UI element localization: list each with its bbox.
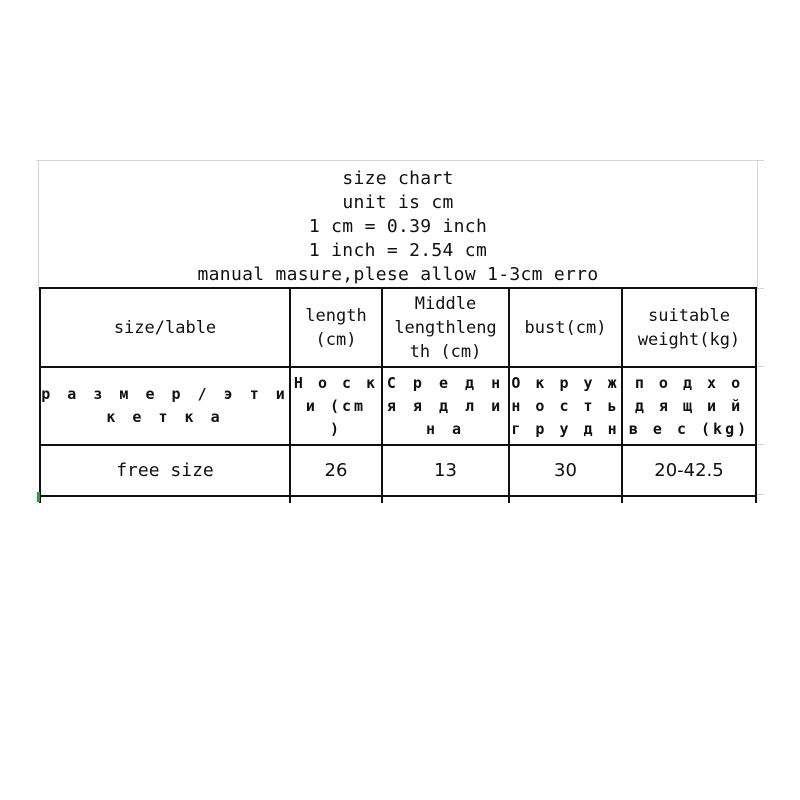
column-header-length xyxy=(291,289,381,366)
russian-line: О к р у ж xyxy=(511,373,620,392)
selection-marker xyxy=(37,492,40,502)
header-line: suitable xyxy=(648,305,730,326)
table-cell-length: 26 xyxy=(324,460,348,481)
russian-label-middle-length xyxy=(383,368,508,444)
gridline xyxy=(756,494,764,495)
chart-title: size chart xyxy=(342,168,454,189)
russian-line: г р у д н xyxy=(511,419,620,438)
header-line: bust(cm) xyxy=(524,317,607,338)
russian-line: в е с (kg) xyxy=(628,419,750,438)
header-line: th (cm) xyxy=(409,341,482,362)
cm-to-inch-note: 1 cm = 0.39 inch xyxy=(308,216,488,237)
column-header-bust xyxy=(510,289,621,366)
russian-label-bust xyxy=(510,368,621,444)
table-cell-middle-length: 13 xyxy=(434,460,457,481)
russian-line: С р е д н xyxy=(386,373,505,392)
russian-line: р а з м е р / э т и xyxy=(41,385,289,403)
russian-line: Н о с к xyxy=(293,373,379,392)
column-header-size xyxy=(41,289,289,366)
gridline xyxy=(36,160,764,161)
table-border xyxy=(755,287,757,503)
header-line: (cm) xyxy=(315,329,357,350)
header-line: length xyxy=(305,305,367,326)
gridline xyxy=(756,444,764,445)
russian-line: я я д л и xyxy=(386,396,505,415)
russian-line: н о с т ь xyxy=(511,396,620,415)
column-header-weight xyxy=(623,289,755,366)
gridline xyxy=(38,160,39,290)
size-chart-header xyxy=(40,166,756,288)
table-cell-size: free size xyxy=(116,460,214,481)
russian-label-size xyxy=(41,368,289,444)
measurement-error-note: manual masure,plese allow 1-3cm erro xyxy=(197,264,599,285)
russian-label-weight xyxy=(623,368,755,444)
table-border xyxy=(39,495,756,497)
gridline xyxy=(757,160,758,290)
column-header-middle-length xyxy=(383,289,508,366)
russian-line: д я щ и й xyxy=(634,396,744,415)
russian-label-length xyxy=(291,368,381,444)
russian-line: ) xyxy=(329,419,343,438)
russian-line: п о д х о xyxy=(634,373,744,392)
header-line: weight(kg) xyxy=(637,329,741,350)
inch-to-cm-note: 1 inch = 2.54 cm xyxy=(308,240,488,261)
header-line: size/lable xyxy=(113,317,217,338)
gridline xyxy=(756,288,764,289)
russian-line: и (cm xyxy=(305,396,367,415)
header-line: Middle xyxy=(414,293,477,314)
gridline xyxy=(756,366,764,367)
unit-note: unit is cm xyxy=(342,192,454,213)
russian-line: н а xyxy=(425,419,466,438)
russian-line: к е т к а xyxy=(106,408,224,426)
table-cell-bust: 30 xyxy=(554,460,577,481)
table-cell-weight: 20-42.5 xyxy=(654,460,724,481)
header-line: lengthleng xyxy=(394,317,497,338)
